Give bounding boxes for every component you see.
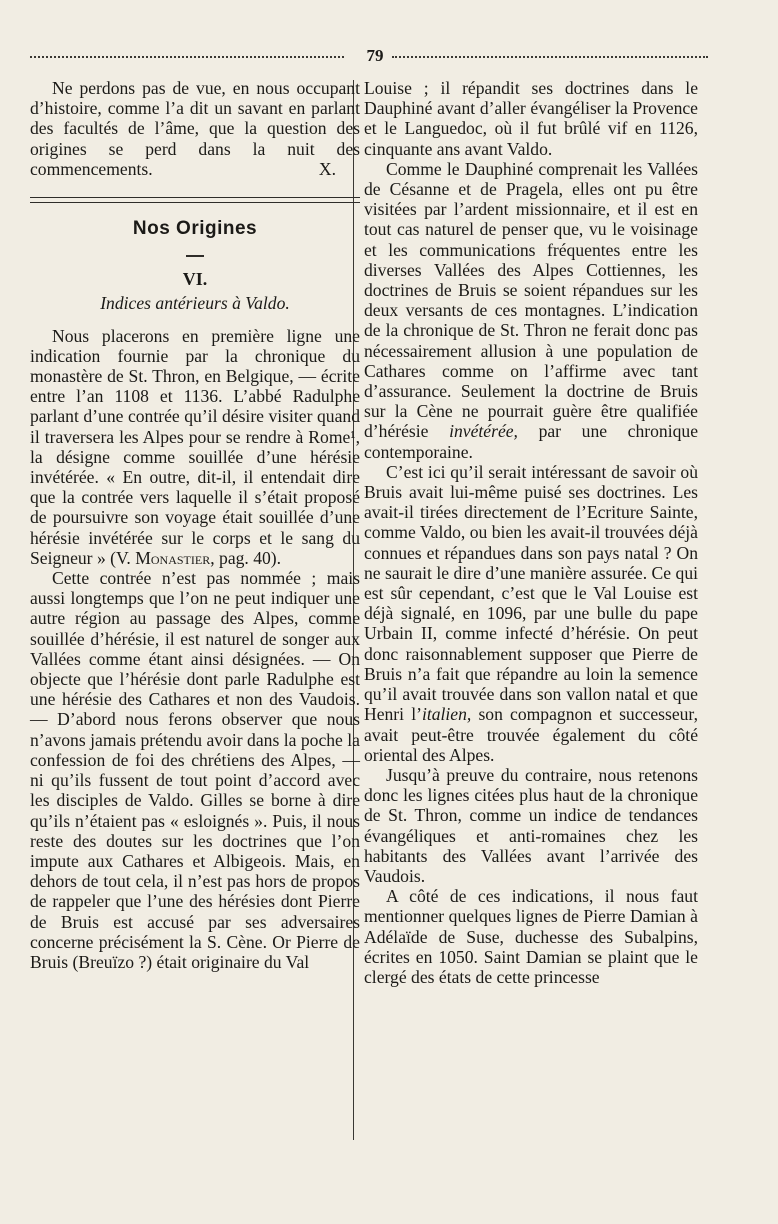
article-paragraph-continued: Louise ; il répandit ses doctrines dans le Dauphiné avant d’aller évangéliser la Provence et le Languedoc, où il fut brûlé vif en 1126, cinquante ans avant Valdo.	[364, 78, 698, 159]
intro-text: Ne perdons pas de vue, en nous occupant d’histoire, comme l’a dit un savant en parlant des facultés de l’âme, que la question des origines se perd dans la nuit des commencements.	[30, 78, 360, 179]
article-paragraph: Cette contrée n’est pas nommée ; mais aussi longtemps que l’on ne peut indiquer une autre région au passage des Alpes, comme souillée d’hérésie, il est naturel de songer aux Vallées comme étant ainsi désignées. — On objecte que l’hérésie dont parle Radulphe est une hérésie des Cathares et non des Vaudois. — D’abord nous ferons observer que nous n’avons jamais prétendu avoir dans la poche la confession de foi des chrétiens des Alpes, — ni qu’ils fussent de tout point d’accord avec les disciples de Valdo. Gilles se borne à dire qu’ils n’étaient pas « esloignés ». Puis, il nous reste des doutes sur les doctrines que l’on impute aux Cathares et Albigeois. Mais, en dehors de tout cela, il n’est pas hors de propos de rappeler que l’une des hérésies dont Pierre de Bruis est accusé par ses adversaires concerne précisément la S. Cène. Or Pierre de Bruis (Breuïzo ?) était originaire du Val	[30, 568, 360, 972]
right-column	[364, 78, 698, 987]
intro-paragraph	[30, 78, 360, 179]
paragraph-text-end: son compagnon et successeur, avait peut-être trouvée également du côté oriental des Alpes.	[364, 704, 698, 765]
header-ornament-right	[392, 56, 708, 60]
italic-word: invétérée,	[449, 421, 518, 442]
section-title: Nos Origines	[132, 218, 258, 240]
author-signature: X.	[318, 158, 336, 179]
paragraph-text: Comme le Dauphiné comprenait les Vallées de Césanne et de Pragela, elles ont pu être visitées par l’ardent missionnaire, et il est en tout cas naturel de penser que, vu le voisinage et les communications fréquentes entre les diverses Vallées des Alpes Cottiennes, les doctrines de Bruis se soient répandues sur les deux versants de ces montagnes. L’indication de la chronique de St. Thron ne ferait donc pas nécessairement allusion à une population de Cathares comme on l’affirme avec tant d’assurance. Seulement la doctrine de Bruis sur la Cène ne pourrait guère être qualifiée d’hérésie	[364, 158, 698, 442]
section-subtitle: Indices antérieurs à Valdo.	[100, 293, 290, 314]
reference-page: , pag. 40).	[210, 547, 282, 568]
header-ornament-left	[30, 56, 344, 60]
page-number: 79	[366, 46, 384, 65]
article-paragraph	[30, 326, 360, 568]
left-column	[30, 78, 360, 972]
article-paragraph: A côté de ces indications, il nous faut mentionner quelques lignes de Pierre Damian à Adélaïde de Suse, duchesse des Subalpins, écrites en 1050. Saint Damian se plaint que le clergé des états de cette princesse	[364, 886, 698, 987]
article-paragraph	[364, 462, 698, 765]
title-dash	[186, 255, 204, 257]
reference-name: Monastier	[135, 547, 211, 568]
paragraph-text: C’est ici qu’il serait intéressant de savoir où Bruis avait lui-même puisé ses doctrines. Les avait-il tirées directement de l’Ecriture Sainte, comme Valdo, ou bien les avait-il trouvées déjà connues et répandues dans son pays natal ? On ne saurait le dire d’une manière assurée. Ce qui est sûr cependant, c’est que le Val Louise est déjà signalé, en 1096, par une bulle du pape Urbain II, comme infecté d’hérésie. On peut donc raisonnablement supposer que Pierre de Bruis n’a fait que répandre au loin la semence qu’il avait trouvée dans son vallon natal et que Henri l’	[364, 461, 698, 725]
page-header	[30, 46, 708, 68]
italic-word: italien,	[421, 704, 472, 725]
paragraph-text: Nous placerons en première ligne une indication fournie par la chronique du monastère de St. Thron, en Belgique, — écrite entre l’an 1108 et 1136. L’abbé Radulphe parlant d’une contrée qu’il désire visiter quand il traversera les Alpes pour se rendre à Rome¹, la désigne comme souillée d’une hérésie invétérée. « En outre, dit-il, il entendait dire que la contrée vers laquelle il s’était proposé de poursuivre son voyage était souillée d’une hérésie invétérée sur le corps et le sang du Seigneur » (V.	[30, 325, 360, 568]
section-separator	[30, 197, 360, 203]
article-paragraph: Jusqu’à preuve du contraire, nous retenons donc les lignes citées plus haut de la chronique de St. Thron, comme un indice de tendances évangéliques et anti-romaines chez les habitants des Vallées avant l’arrivée des Vaudois.	[364, 764, 698, 886]
section-number: VI.	[182, 269, 208, 290]
paragraph-text-end: par une chronique contemporaine.	[364, 421, 699, 462]
article-paragraph	[364, 159, 698, 462]
